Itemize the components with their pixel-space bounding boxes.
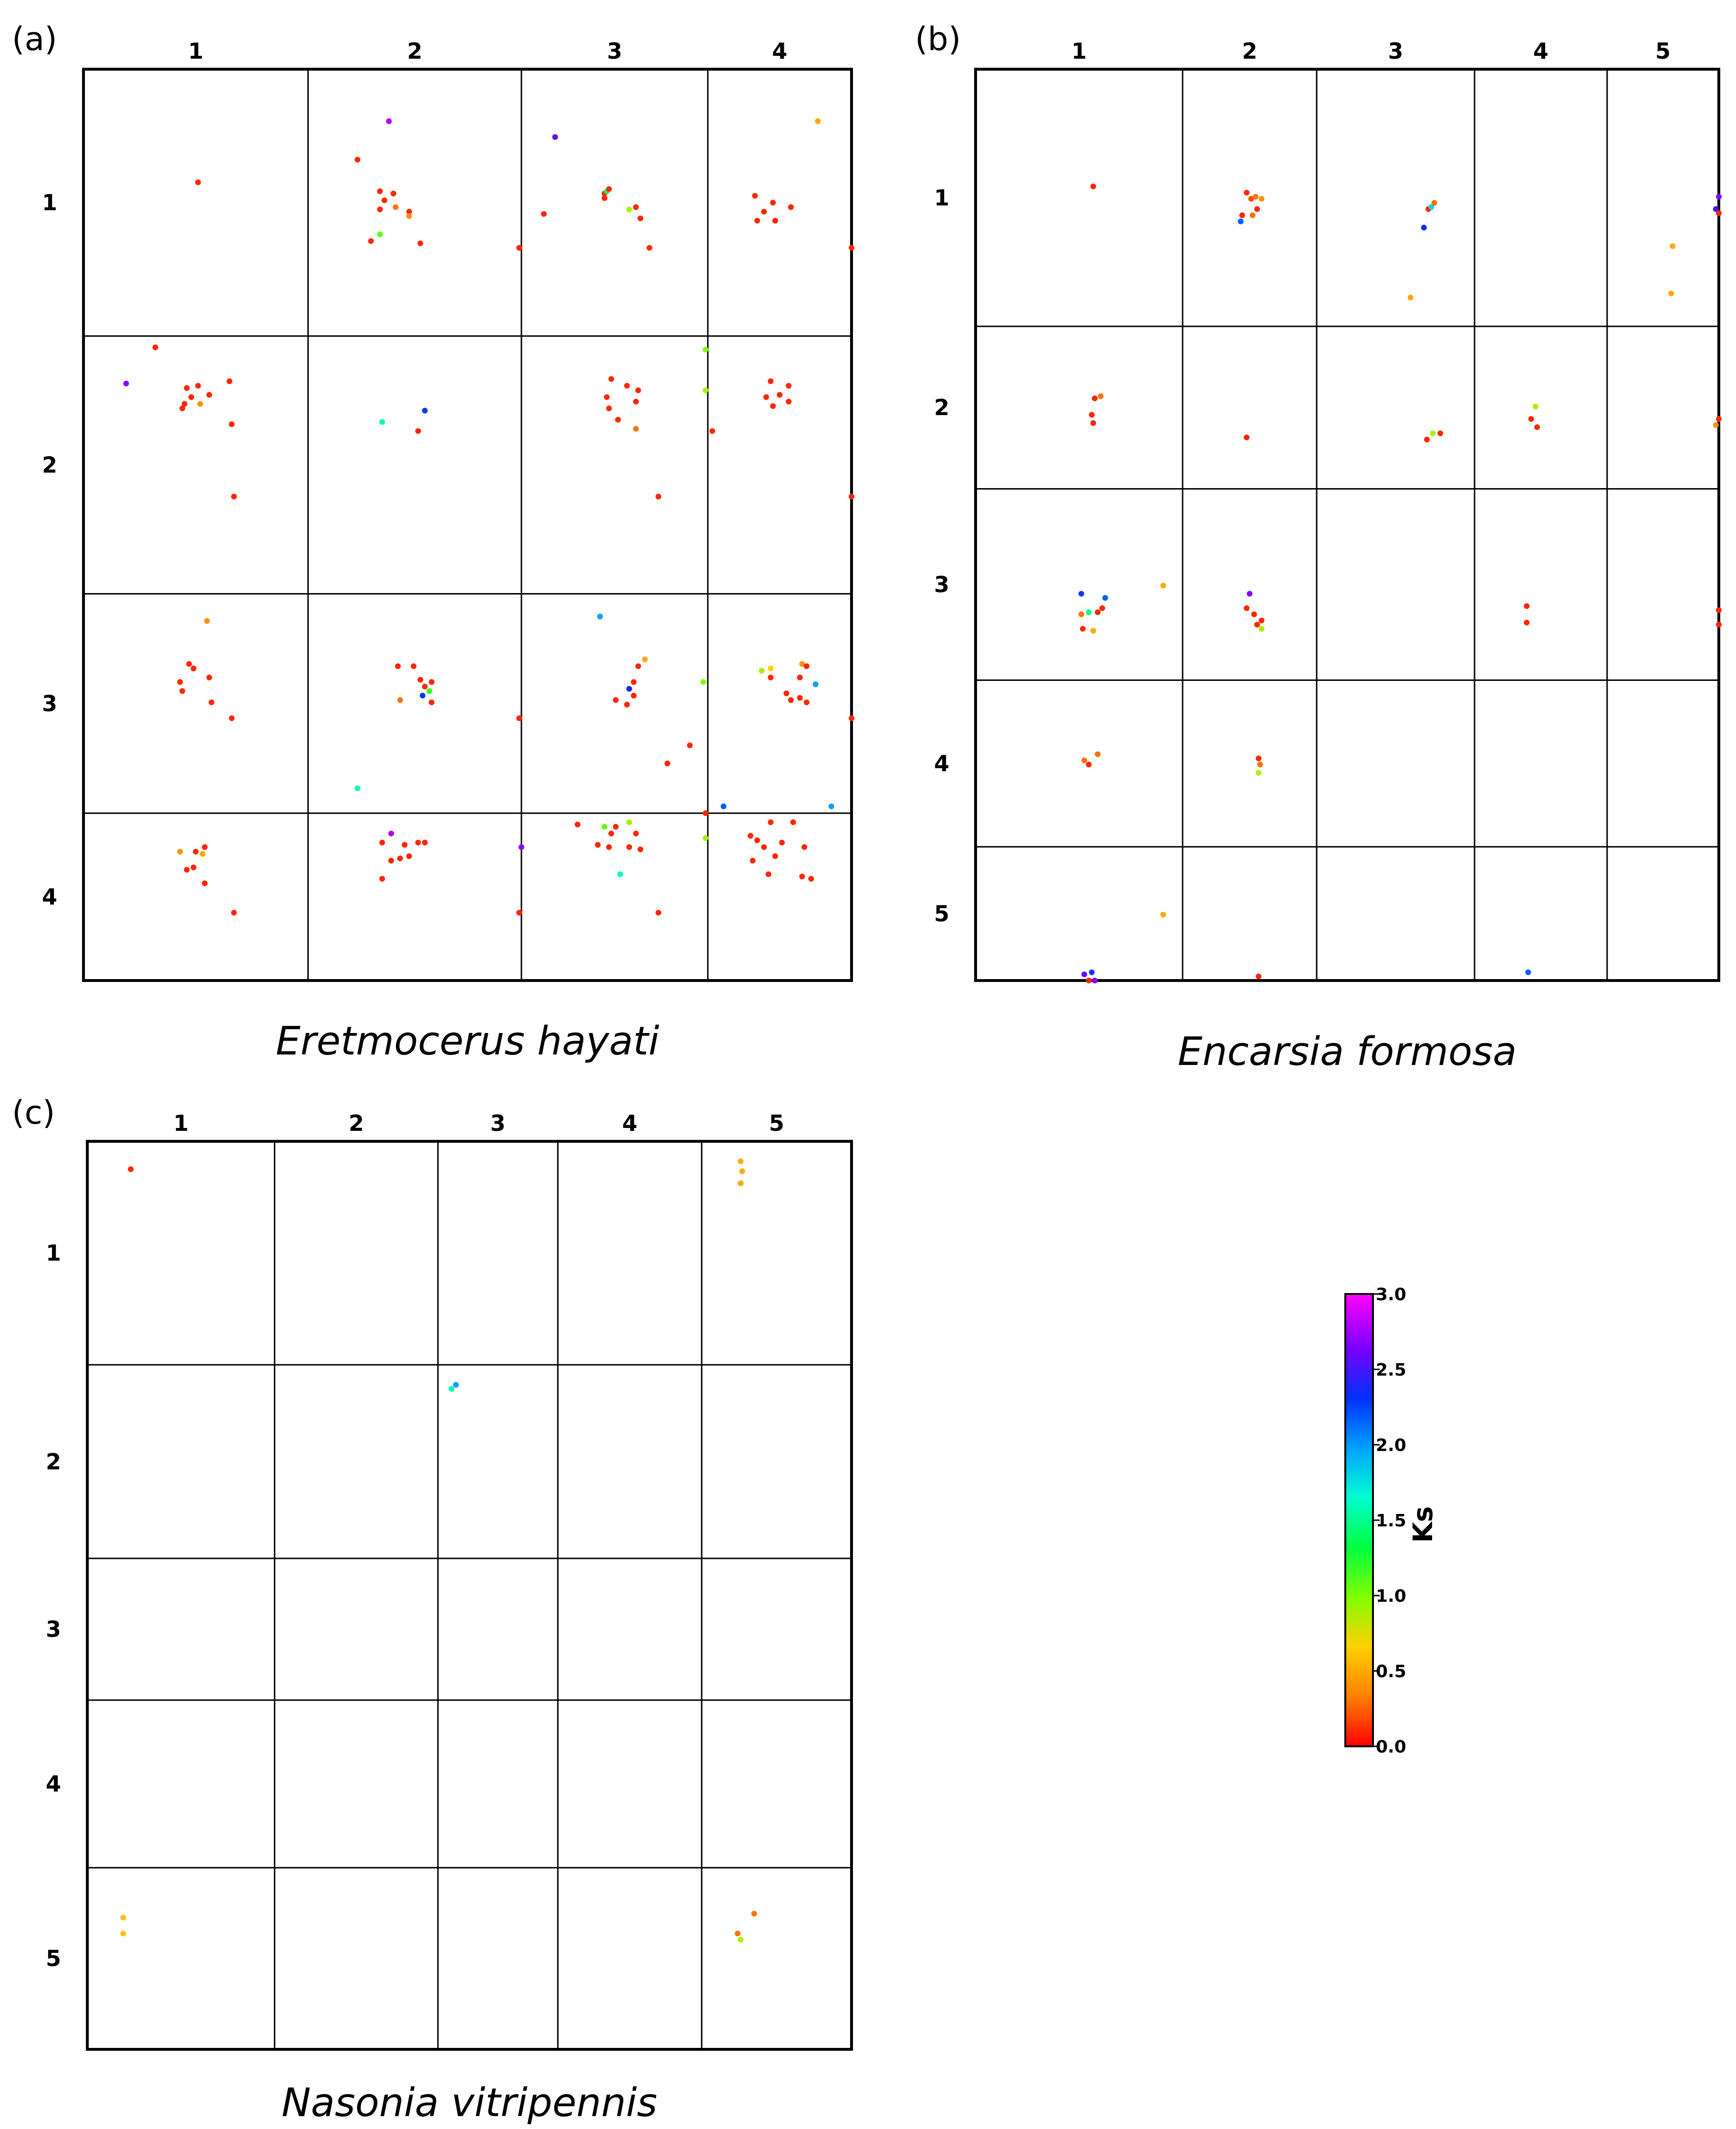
scatter-point [751,1911,757,1917]
scatter-point [750,858,756,864]
scatter-point [229,715,235,721]
y-tick-label: 1 [42,189,57,216]
scatter-point [128,1167,134,1172]
scatter-point [768,378,774,384]
scatter-point [1102,595,1108,601]
scatter-point [606,186,612,192]
scatter-point [415,428,421,434]
scatter-point [608,831,614,836]
scatter-point [815,118,821,124]
scatter-point [790,819,796,825]
scatter-point [397,697,403,703]
scatter-point [797,695,803,701]
scatter-point [1437,430,1443,436]
scatter-point [354,785,360,791]
x-tick-label: 1 [1071,38,1087,64]
scatter-point [655,494,661,500]
scatter-point [777,392,782,397]
scatter-point [703,810,708,816]
scatter-point [1424,437,1430,442]
scatter-point [655,910,661,916]
scatter-point [788,204,794,210]
scatter-point [393,204,398,210]
scatter-point [829,804,834,809]
scatter-point [184,385,190,391]
scatter-point [739,1169,745,1174]
scatter-point [613,824,619,830]
scatter-point [1244,605,1249,611]
species-title: Nasonia vitripennis [281,2080,657,2126]
scatter-point [633,399,639,405]
scatter-point [195,179,201,185]
scatter-point [1257,762,1263,767]
scatter-point [709,428,715,434]
ks-colorbar [1345,1285,1439,1757]
scatter-point [1254,622,1260,627]
scatter-point [1251,612,1257,617]
scatter-point [382,198,387,203]
scatter-point [1256,770,1261,776]
scatter-point [1430,430,1436,436]
scatter-point [626,207,632,212]
scatter-point [633,831,639,836]
scatter-point [813,681,819,687]
scatter-point [575,822,581,827]
x-tick-label: 1 [173,1110,189,1136]
scatter-point [1716,622,1722,627]
panel-letter: (c) [12,1094,55,1132]
scatter-point [766,871,771,877]
scatter-point [1256,973,1261,979]
scatter-point [422,408,428,414]
y-tick-label: 3 [42,690,57,717]
scatter-point [770,200,776,206]
scatter-point [1160,583,1166,588]
panel-letter: (a) [12,21,57,58]
scatter-point [1524,603,1529,609]
colorbar-tick-label: 2.0 [1376,1436,1406,1455]
scatter-point [804,663,810,669]
scatter-point [786,399,791,405]
colorbar-tick-label: 0.5 [1376,1662,1406,1681]
scatter-point [386,118,392,124]
scatter-point [1258,617,1264,623]
scatter-point [797,675,803,680]
scatter-point [426,688,432,694]
scatter-point [202,844,208,850]
scatter-point [177,849,183,855]
scatter-point [406,853,412,859]
scatter-point [1238,219,1244,224]
x-tick-label: 4 [1533,38,1549,64]
scatter-point [191,865,197,870]
scatter-point [808,876,814,882]
panel-letter: (b) [915,21,961,58]
scatter-point [721,804,727,809]
x-tick-label: 3 [490,1110,506,1136]
y-tick-label: 2 [45,1449,61,1475]
colorbar-label: Ks [1408,1506,1439,1543]
x-tick-label: 4 [622,1110,638,1136]
scatter-point [626,844,632,850]
scatter-point [687,742,693,748]
scatter-point [1254,206,1260,212]
scatter-point [1079,612,1084,617]
scatter-point [772,218,778,224]
scatter-point [379,840,385,845]
y-tick-label: 3 [45,1616,61,1642]
y-tick-label: 1 [45,1240,61,1266]
scatter-point [1081,971,1087,977]
scatter-point [1086,762,1091,767]
scatter-point [1079,591,1084,596]
scatter-point [1092,978,1098,983]
scatter-point [1716,607,1722,613]
scatter-point [754,218,760,224]
scatter-point [120,1931,126,1936]
scatter-point [1089,412,1095,417]
scatter-point [1099,605,1105,611]
scatter-point [799,874,805,879]
scatter-point [615,417,621,423]
scatter-point [754,837,760,843]
scatter-point [770,403,776,409]
scatter-point [1713,422,1719,428]
scatter-point [633,426,639,432]
scatter-point [422,684,428,689]
scatter-point [1528,416,1534,422]
panel-a [12,21,854,1064]
plot-frame [87,1141,852,2049]
scatter-point [388,831,394,836]
scatter-point [804,699,810,705]
scatter-point [637,216,643,221]
scatter-point [635,663,641,669]
scatter-point [541,211,547,217]
scatter-point [207,392,212,397]
scatter-point [388,858,394,864]
scatter-point [606,844,612,850]
colorbar-tick-label: 2.5 [1376,1360,1406,1380]
scatter-point [602,195,607,201]
scatter-point [1095,609,1101,615]
scatter-point [184,867,190,873]
y-tick-label: 4 [42,884,57,910]
scatter-point [703,835,708,841]
scatter-point [377,231,383,237]
scatter-point [783,690,789,696]
scatter-point [417,240,423,246]
y-tick-label: 4 [45,1771,61,1797]
scatter-point [429,699,435,705]
scatter-point [1258,196,1264,202]
scatter-point [391,191,396,197]
scatter-point [1080,626,1086,632]
scatter-point [200,851,206,857]
scatter-point [1091,628,1096,634]
x-tick-label: 1 [188,38,204,64]
scatter-point [1421,225,1427,230]
scatter-point [849,494,854,500]
scatter-point [768,819,774,825]
scatter-point [519,844,524,850]
scatter-point [1670,243,1675,249]
y-tick-label: 5 [45,1945,61,1972]
plot-frame [83,69,852,981]
scatter-point [602,824,607,830]
scatter-point [595,842,601,848]
scatter-point [1716,210,1722,216]
scatter-point [624,383,630,389]
scatter-point [635,387,641,393]
scatter-point [1098,394,1103,399]
scatter-point [1668,291,1674,296]
colorbar-tick-label: 1.0 [1376,1586,1406,1606]
species-title: Encarsia formosa [1177,1029,1517,1075]
scatter-point [516,245,522,250]
y-tick-label: 5 [934,900,949,927]
scatter-point [208,699,214,705]
scatter-point [1256,755,1261,761]
scatter-point [193,849,198,855]
scatter-point [748,833,753,839]
scatter-point [379,876,385,882]
scatter-point [422,840,428,845]
scatter-point [617,871,623,877]
scatter-point [231,494,237,500]
x-tick-label: 3 [607,38,623,64]
scatter-point [779,840,785,845]
scatter-point [633,204,639,210]
x-tick-label: 2 [407,38,423,64]
scatter-point [1258,626,1264,632]
scatter-point [188,394,194,400]
y-tick-label: 3 [934,572,949,598]
x-tick-label: 5 [1655,38,1671,64]
scatter-point [646,245,652,250]
scatter-point [368,238,374,244]
scatter-point [801,844,807,850]
scatter-point [406,213,412,219]
scatter-point [179,406,185,411]
scatter-point [411,663,416,669]
scatter-point [738,1937,744,1942]
scatter-point [516,910,522,916]
scatter-point [849,715,854,721]
scatter-point [788,697,794,703]
colorbar-gradient [1345,1294,1373,1746]
scatter-point [1716,194,1722,199]
scatter-point [195,383,201,389]
scatter-point [207,675,212,680]
scatter-point [703,387,708,393]
scatter-point [624,702,630,708]
scatter-point [1716,416,1722,422]
scatter-point [1244,190,1249,196]
scatter-point [402,842,407,848]
scatter-point [1524,620,1529,626]
scatter-point [417,677,423,683]
scatter-point [1091,420,1096,426]
x-tick-label: 4 [772,38,788,64]
scatter-point [1253,194,1258,199]
scatter-point [604,394,610,400]
scatter-point [1092,396,1098,401]
scatter-point [1432,200,1437,206]
y-tick-label: 1 [934,185,949,211]
scatter-point [204,618,210,624]
scatter-point [849,245,854,250]
scatter-point [1091,184,1096,189]
scatter-point [606,406,612,411]
scatter-point [516,715,522,721]
scatter-point [768,666,774,671]
scatter-point [626,819,632,825]
scatter-point [626,686,632,692]
scatter-point [227,378,232,384]
scatter-point [420,693,426,699]
scatter-point [177,679,183,685]
scatter-point [1089,970,1095,975]
scatter-point [735,1931,740,1936]
panel-b [915,21,1722,1075]
scatter-point [153,344,158,350]
scatter-point [231,910,237,916]
scatter-point [637,846,643,852]
scatter-point [453,1382,459,1388]
scatter-point [703,347,708,353]
x-tick-label: 2 [348,1110,364,1136]
scatter-point [1081,758,1087,763]
scatter-point [738,1180,744,1186]
scatter-point [613,697,619,703]
scatter-point [179,688,185,694]
scatter-point [354,157,360,163]
scatter-point [1244,435,1249,440]
scatter-point [1160,912,1166,918]
colorbar-tick-label: 1.5 [1376,1511,1406,1531]
scatter-point [597,614,603,619]
scatter-point [1534,424,1540,430]
scatter-point [642,657,648,662]
scatter-point [379,419,385,425]
scatter-point [202,880,208,886]
scatter-point [415,840,421,845]
scatter-point [429,679,435,685]
scatter-point [1095,751,1101,757]
scatter-point [631,693,636,699]
scatter-point [123,381,129,386]
scatter-point [1250,212,1256,218]
scatter-point [1086,609,1091,615]
scatter-point [786,383,791,389]
scatter-point [186,661,192,667]
panel-c [12,1094,852,2126]
y-tick-label: 4 [934,751,949,777]
scatter-point [1239,212,1245,218]
scatter-point [377,188,383,194]
scatter-point [763,394,769,400]
scatter-point [761,844,767,850]
species-title: Eretmocerus hayati [275,1019,660,1064]
x-tick-label: 2 [1242,38,1258,64]
scatter-point [1533,404,1538,409]
scatter-point [759,668,765,674]
scatter-point [768,675,774,680]
colorbar-tick-label: 0.0 [1376,1737,1406,1757]
scatter-point [120,1915,126,1920]
scatter-point [738,1158,744,1164]
scatter-point [631,679,636,685]
scatter-point [198,401,203,407]
scatter-point [1247,591,1252,596]
scatter-point [377,207,383,212]
x-tick-label: 5 [769,1110,784,1136]
scatter-point [772,853,778,859]
scatter-point [552,134,558,140]
scatter-point [397,856,403,861]
scatter-point [752,193,758,198]
y-tick-label: 2 [934,395,949,421]
scatter-point [608,376,614,382]
scatter-point [1408,295,1414,301]
scatter-point [700,679,706,685]
scatter-point [395,663,401,669]
scatter-point [665,761,670,766]
colorbar-tick-label: 3.0 [1376,1285,1406,1305]
x-tick-label: 3 [1388,38,1403,64]
scatter-point [191,666,197,671]
scatter-point [761,209,767,215]
scatter-point [1525,970,1531,975]
scatter-point [1086,978,1091,983]
y-tick-label: 2 [42,452,57,478]
scatter-point [448,1386,454,1392]
scatter-point [229,421,235,427]
